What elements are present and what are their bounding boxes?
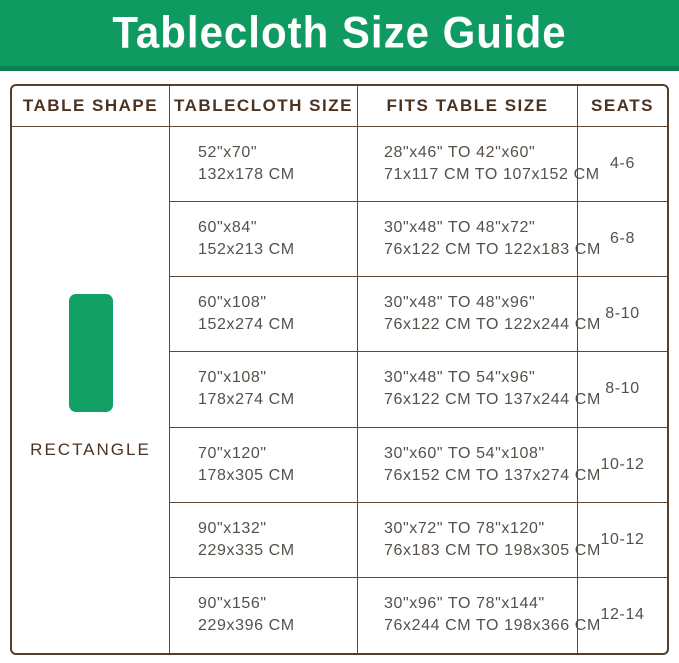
size-cm: 178x274 CM (198, 391, 295, 409)
fits-cm: 76x244 CM TO 198x366 CM (384, 617, 601, 635)
seats-cell (578, 277, 667, 352)
fits-table-size-cell (358, 578, 601, 653)
page-title: Tablecloth Size Guide (112, 7, 567, 58)
size-cm: 132x178 CM (198, 166, 295, 184)
fits-inches: 30"x48" TO 48"x96" (384, 294, 536, 312)
fits-table-size-cell (358, 127, 600, 202)
seats-cell (578, 352, 667, 427)
rectangle-shape-icon (69, 294, 113, 412)
tablecloth-size-cell (170, 503, 358, 578)
fits-inches: 30"x48" TO 54"x96" (384, 369, 536, 387)
fits-inches: 28"x46" TO 42"x60" (384, 144, 536, 162)
size-guide-table (10, 84, 669, 655)
seats-cell (578, 127, 667, 202)
size-cm: 178x305 CM (198, 466, 295, 484)
tablecloth-size-cell (170, 352, 358, 427)
seats-cell (578, 428, 667, 503)
size-inches: 70"x108" (198, 369, 267, 387)
tablecloth-size-cell (170, 202, 358, 277)
size-inches: 70"x120" (198, 444, 267, 462)
seats-value: 10-12 (600, 530, 645, 548)
fits-table-size-cell (358, 428, 601, 503)
size-cm: 152x213 CM (198, 241, 295, 259)
tablecloth-size-cell (170, 578, 358, 653)
column-header-table-shape: TABLE SHAPE (12, 86, 170, 127)
size-cm: 229x396 CM (198, 617, 295, 635)
shape-label: RECTANGLE (30, 440, 151, 459)
fits-cm: 71x117 CM TO 107x152 CM (384, 166, 600, 184)
tablecloth-size-cell (170, 277, 358, 352)
fits-cm: 76x122 CM TO 137x244 CM (384, 391, 601, 409)
fits-cm: 76x122 CM TO 122x244 CM (384, 316, 601, 334)
column-header-seats: SEATS (578, 86, 667, 127)
seats-cell (578, 202, 667, 277)
column-header-fits-table-size: FITS TABLE SIZE (358, 86, 578, 127)
seats-value: 10-12 (600, 455, 645, 473)
shape-cell (12, 127, 170, 653)
seats-cell (578, 578, 667, 653)
column-header-tablecloth-size: TABLECLOTH SIZE (170, 86, 358, 127)
fits-table-size-cell (358, 202, 601, 277)
size-inches: 90"x132" (198, 519, 267, 537)
size-inches: 60"x84" (198, 219, 258, 237)
fits-table-size-cell (358, 352, 601, 427)
size-inches: 90"x156" (198, 595, 267, 613)
seats-value: 12-14 (600, 606, 645, 624)
fits-cm: 76x183 CM TO 198x305 CM (384, 541, 601, 559)
shape-group (30, 294, 151, 460)
fits-inches: 30"x96" TO 78"x144" (384, 595, 545, 613)
title-banner (0, 0, 679, 71)
seats-value: 8-10 (605, 380, 640, 398)
seats-value: 8-10 (605, 305, 640, 323)
seats-cell (578, 503, 667, 578)
tablecloth-size-cell (170, 127, 358, 202)
tablecloth-size-cell (170, 428, 358, 503)
fits-inches: 30"x60" TO 54"x108" (384, 444, 545, 462)
fits-cm: 76x122 CM TO 122x183 CM (384, 241, 601, 259)
fits-table-size-cell (358, 503, 601, 578)
seats-value: 4-6 (610, 155, 635, 173)
size-inches: 52"x70" (198, 144, 258, 162)
size-inches: 60"x108" (198, 294, 267, 312)
fits-table-size-cell (358, 277, 601, 352)
size-cm: 229x335 CM (198, 541, 295, 559)
size-cm: 152x274 CM (198, 316, 295, 334)
fits-inches: 30"x72" TO 78"x120" (384, 519, 545, 537)
fits-cm: 76x152 CM TO 137x274 CM (384, 466, 601, 484)
seats-value: 6-8 (610, 230, 635, 248)
fits-inches: 30"x48" TO 48"x72" (384, 219, 536, 237)
